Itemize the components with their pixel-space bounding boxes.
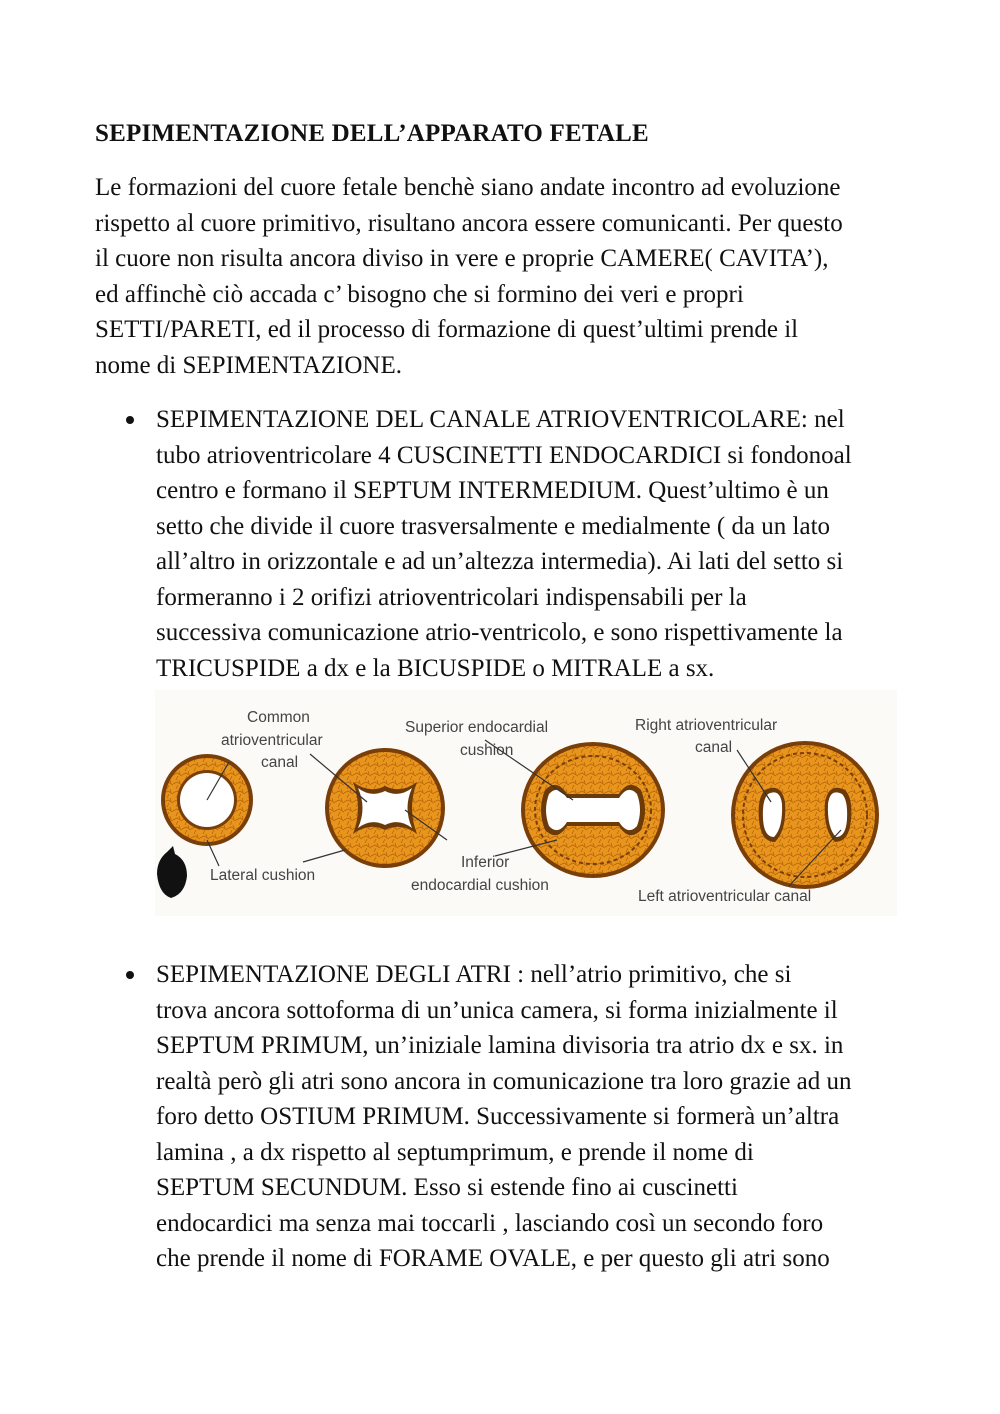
intro-line: Le formazioni del cuore fetale benchè siano andate incontro ad evoluzione bbox=[95, 174, 841, 201]
label-lateral: Lateral cushion bbox=[210, 867, 316, 884]
bullet-line: trova ancora sottoforma di un’unica camera, si forma inizialmente il bbox=[156, 996, 838, 1024]
label-common: Common bbox=[247, 709, 310, 726]
intro-line: nome di SEPIMENTAZIONE. bbox=[95, 351, 402, 379]
bullet-line: SEPIMENTAZIONE DEL CANALE ATRIOVENTRICOLARE: nel bbox=[156, 406, 845, 433]
bullet-dot-icon bbox=[126, 416, 134, 424]
document-title: SEPIMENTAZIONE DELL’APPARATO FETALE bbox=[95, 120, 649, 147]
bullet-line: all’altro in orizzontale e ad un’altezza intermedia). Ai lati del setto si bbox=[156, 548, 844, 575]
bullet-line: che prende il nome di FORAME OVALE, e per questo gli atri sono bbox=[156, 1245, 830, 1272]
bullet-line: formeranno i 2 orifizi atrioventricolari indispensabili per la bbox=[156, 583, 747, 611]
bullet-line: TRICUSPIDE a dx e la BICUSPIDE o MITRALE a sx. bbox=[156, 654, 715, 682]
atrioventricular-canal-figure bbox=[155, 690, 897, 916]
figure-svg bbox=[155, 690, 897, 916]
label-superior: cushion bbox=[460, 742, 514, 759]
heart-silhouette-icon bbox=[157, 846, 187, 898]
bullet-line: SEPTUM PRIMUM, un’iniziale lamina divisoria tra atrio dx e sx. in bbox=[156, 1032, 844, 1059]
bullet-line: SEPTUM SECUNDUM. Esso si estende fino ai cuscinetti bbox=[156, 1174, 738, 1201]
intro-line: rispetto al cuore primitivo, risultano ancora essere comunicanti. Per questo bbox=[95, 209, 843, 237]
label-left-canal: Left atrioventricular canal bbox=[638, 888, 812, 905]
bullet-line: lamina , a dx rispetto al septumprimum, e prende il nome di bbox=[156, 1138, 754, 1166]
label-right-canal: canal bbox=[695, 739, 733, 756]
intro-paragraph bbox=[95, 170, 915, 383]
label-right-canal: Right atrioventricular bbox=[635, 717, 778, 734]
label-common: atrioventricular bbox=[221, 732, 323, 749]
intro-line: il cuore non risulta ancora diviso in vere e proprie CAMERE( CAVITA’), bbox=[95, 245, 829, 272]
bullet-text bbox=[156, 957, 916, 1277]
label-common: canal bbox=[261, 754, 299, 771]
intro-line: ed affinchè ciò accada c’ bisogno che si formino dei veri e propri bbox=[95, 280, 744, 308]
bullet-line: foro detto OSTIUM PRIMUM. Successivamente si formerà un’altra bbox=[156, 1103, 840, 1130]
bullet-line: setto che divide il cuore trasversalmente e medialmente ( da un lato bbox=[156, 512, 831, 540]
label-inferior: Inferior bbox=[461, 854, 510, 871]
label-inferior: endocardial cushion bbox=[411, 877, 549, 894]
bullet-line: centro e formano il SEPTUM INTERMEDIUM. Quest’ultimo è un bbox=[156, 477, 829, 504]
bullet-line: successiva comunicazione atrio-ventricolo, e sono rispettivamente la bbox=[156, 619, 843, 646]
bullet-line: endocardici ma senza mai toccarli , lasciando così un secondo foro bbox=[156, 1209, 824, 1237]
bullet-line: realtà però gli atri sono ancora in comunicazione tra loro grazie ad un bbox=[156, 1067, 852, 1095]
label-superior: Superior endocardial bbox=[405, 719, 549, 736]
bullet-text bbox=[156, 402, 916, 686]
stage-4-ring bbox=[731, 741, 879, 889]
bullet-line: tubo atrioventricolare 4 CUSCINETTI ENDOCARDICI si fondonoal bbox=[156, 441, 852, 469]
bullet-dot-icon bbox=[126, 971, 134, 979]
bullet-line: SEPIMENTAZIONE DEGLI ATRI : nell’atrio primitivo, che si bbox=[156, 961, 792, 988]
intro-line: SETTI/PARETI, ed il processo di formazione di quest’ultimi prende il bbox=[95, 316, 799, 343]
stage-3-ring bbox=[521, 742, 665, 878]
